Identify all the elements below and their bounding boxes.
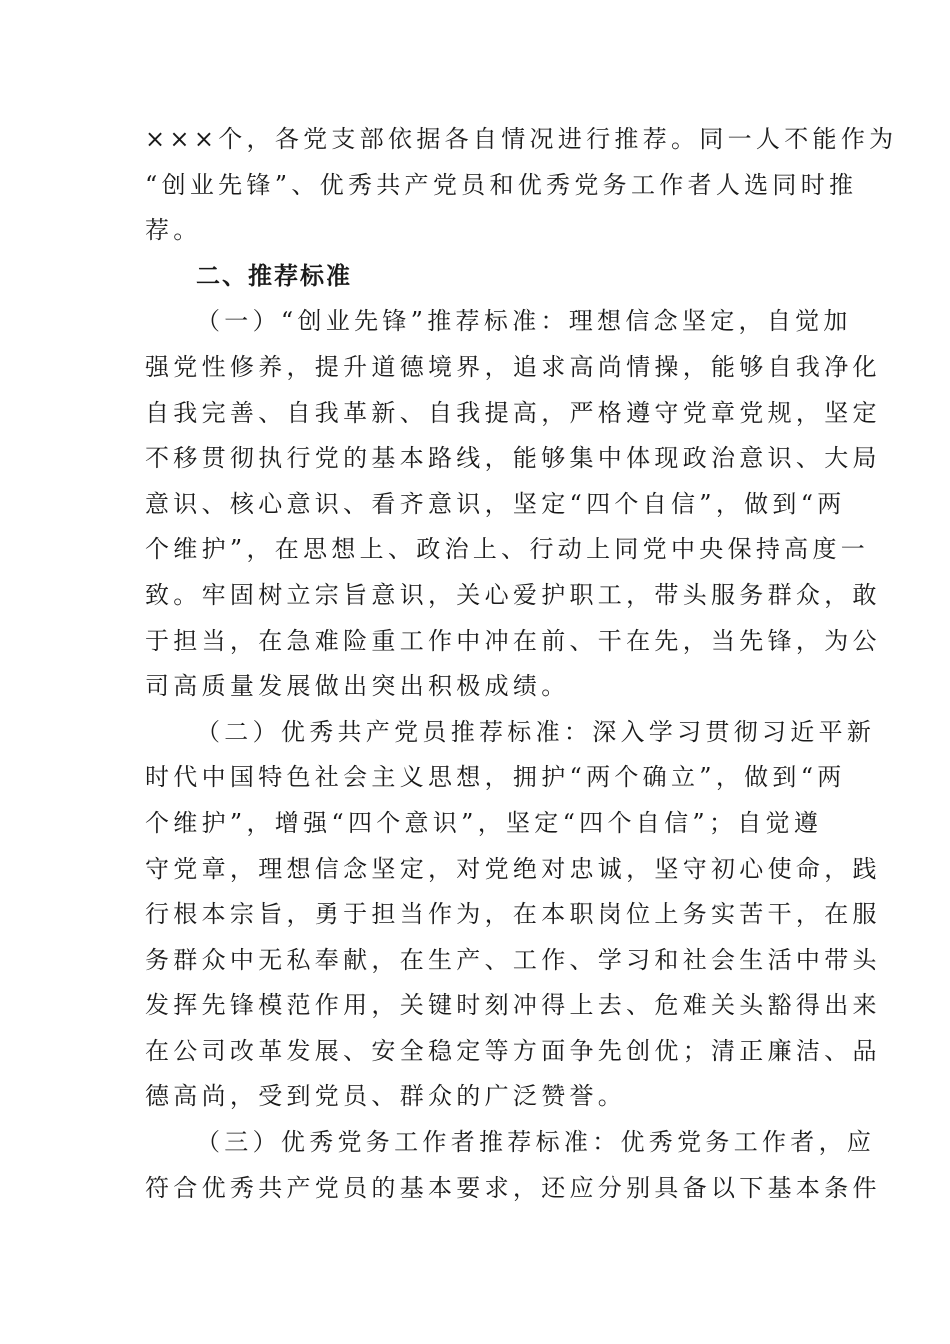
- text-line: 个维护”，增强“四个意识”，坚定“四个自信”；自觉遵: [145, 808, 823, 837]
- text-line: 不移贯彻执行党的基本路线，能够集中体现政治意识、大局: [145, 444, 881, 473]
- text-line: 行根本宗旨，勇于担当作为，在本职岗位上务实苦干，在服: [145, 900, 881, 929]
- text-line: （三）优秀党务工作者推荐标准：优秀党务工作者，应: [196, 1128, 876, 1157]
- text-line: 守党章，理想信念坚定，对党绝对忠诚，坚守初心使命，践: [145, 854, 881, 883]
- paragraph-pioneer-standard: [145, 299, 881, 709]
- text-line: 意识、核心意识、看齐意识，坚定“四个自信”，做到“两: [145, 489, 846, 518]
- text-line: 个维护”，在思想上、政治上、行动上同党中央保持高度一: [145, 535, 870, 564]
- text-line: 发挥先锋模范作用，关键时刻冲得上去、危难关头豁得出来: [145, 991, 881, 1020]
- section-heading: 二、推荐标准: [196, 261, 352, 290]
- text-line: “创业先锋”、优秀共产党员和优秀党务工作者人选同时推: [145, 170, 858, 199]
- text-line: 在公司改革发展、安全稳定等方面争先创优；清正廉洁、品: [145, 1036, 881, 1065]
- text-line: （一）“创业先锋”推荐标准：理想信念坚定，自觉加: [196, 307, 852, 336]
- text-line: 符合优秀共产党员的基本要求，还应分别具备以下基本条件: [145, 1173, 881, 1202]
- text-line: 司高质量发展做出突出积极成绩。: [145, 672, 570, 701]
- text-line: 务群众中无私奉献，在生产、工作、学习和社会生活中带头: [145, 945, 881, 974]
- text-line: （二）优秀共产党员推荐标准：深入学习贯彻习近平新: [196, 717, 876, 746]
- text-line: 时代中国特色社会主义思想，拥护“两个确立”，做到“两: [145, 763, 846, 792]
- text-line: 于担当，在急难险重工作中冲在前、干在先，当先锋，为公: [145, 626, 881, 655]
- document-body: [145, 117, 898, 1211]
- text-line: 自我完善、自我革新、自我提高，严格遵守党章党规，坚定: [145, 398, 881, 427]
- text-line: 致。牢固树立宗旨意识，关心爱护职工，带头服务群众，敢: [145, 580, 881, 609]
- paragraph-party-member-standard: [145, 710, 881, 1120]
- text-line: ×××个，各党支部依据各自情况进行推荐。同一人不能作为: [145, 125, 898, 153]
- text-line: 德高尚，受到党员、群众的广泛赞誉。: [145, 1082, 627, 1111]
- intro-paragraph: [145, 117, 898, 254]
- paragraph-party-worker-standard: [145, 1120, 881, 1211]
- text-line: 荐。: [145, 216, 202, 245]
- text-line: 强党性修养，提升道德境界，追求高尚情操，能够自我净化: [145, 352, 881, 381]
